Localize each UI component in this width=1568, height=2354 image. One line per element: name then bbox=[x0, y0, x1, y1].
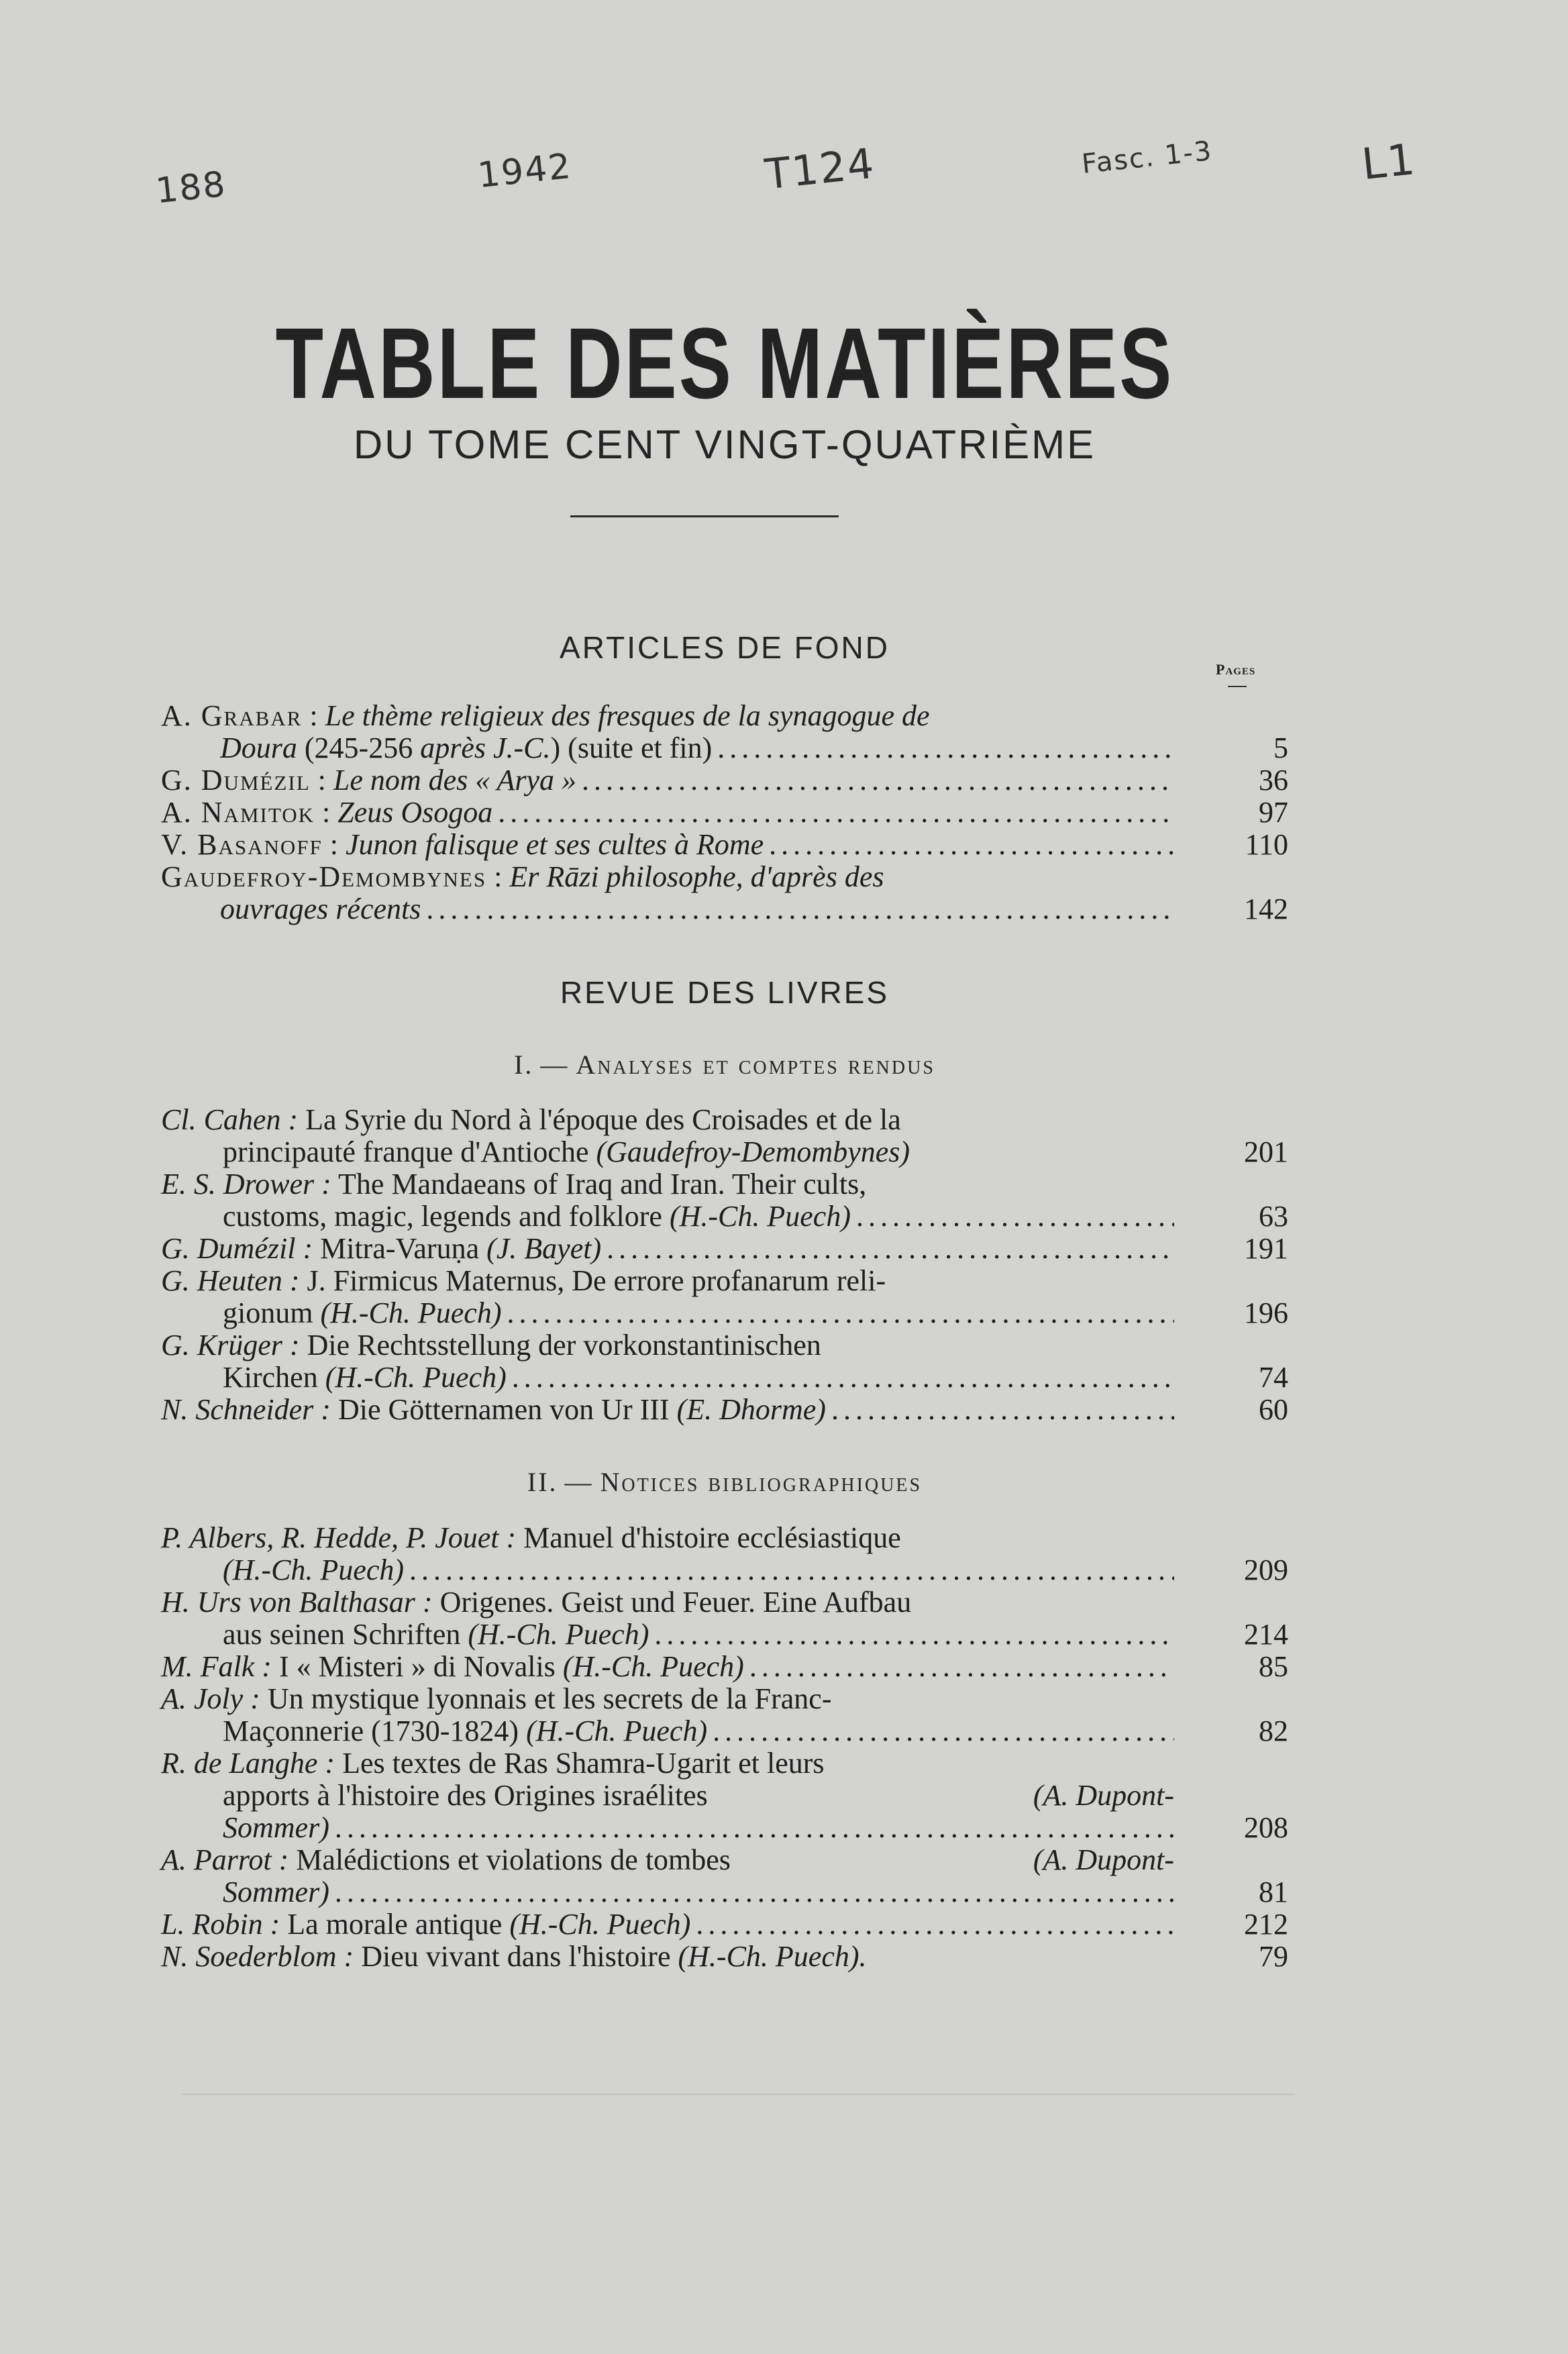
articles-list bbox=[161, 700, 1288, 925]
page-number: 212 bbox=[1244, 1908, 1288, 1941]
review-entry: Cl. Cahen : La Syrie du Nord à l'époque des Croisades et de la principauté franque d'Antioche (Gaudefroy-Demombynes) 201 bbox=[161, 1103, 1288, 1168]
article-entry: Gaudefroy-Demombynes : Er Rāzi philosophe, d'après des ouvrages récents . . . 142 bbox=[161, 861, 1288, 925]
page-number: 63 bbox=[1259, 1200, 1288, 1233]
page-number: 74 bbox=[1259, 1361, 1288, 1394]
analyses-list bbox=[161, 1104, 1288, 1426]
notice-entry: P. Albers, R. Hedde, P. Jouet : Manuel d'histoire ecclésiastique (H.-Ch. Puech) . . . 209 bbox=[161, 1522, 1288, 1586]
pages-column-label: Pages bbox=[1216, 661, 1256, 678]
page-number: 208 bbox=[1244, 1811, 1288, 1844]
notice-entry: M. Falk : I « Misteri » di Novalis (H.-Ch. Puech) . . . 85 bbox=[161, 1651, 1288, 1683]
page-number: 191 bbox=[1244, 1232, 1288, 1265]
handwritten-note-2: 1942 bbox=[476, 146, 574, 197]
review-entry: E. S. Drower : The Mandaeans of Iraq and Iran. Their cults, customs, magic, legends and folklore (H.-Ch. Puech) . . . 63 bbox=[161, 1168, 1288, 1233]
page-subtitle: DU TOME CENT VINGT-QUATRIÈME bbox=[353, 422, 1096, 467]
notices-list bbox=[161, 1522, 1288, 1973]
review-entry: N. Schneider : Die Götternamen von Ur III (E. Dhorme) . . . 60 bbox=[161, 1394, 1288, 1426]
page-number: 201 bbox=[1244, 1135, 1288, 1168]
bottom-bleed-rule bbox=[181, 2094, 1295, 2095]
notice-entry: N. Soederblom : Dieu vivant dans l'histoire (H.-Ch. Puech). 79 bbox=[161, 1940, 1288, 1973]
revue-heading: REVUE DES LIVRES bbox=[560, 975, 890, 1010]
handwritten-note-1: 188 bbox=[154, 164, 229, 212]
handwritten-note-3: T124 bbox=[762, 138, 878, 199]
page-number: 79 bbox=[1259, 1940, 1288, 1973]
page-number: 81 bbox=[1259, 1876, 1288, 1908]
title-rule bbox=[570, 515, 839, 517]
review-entry: G. Krüger : Die Rechtsstellung der vorkonstantinischen Kirchen (H.-Ch. Puech) . . . 74 bbox=[161, 1329, 1288, 1394]
notice-entry: L. Robin : La morale antique (H.-Ch. Puech) . . . 212 bbox=[161, 1908, 1288, 1941]
page-number: 36 bbox=[1259, 764, 1288, 797]
handwritten-note-4: Fasc. 1-3 bbox=[1080, 135, 1214, 181]
notice-entry: A. Joly : Un mystique lyonnais et les secrets de la Franc- Maçonnerie (1730-1824) (H.-Ch. Puech) . . . 82 bbox=[161, 1683, 1288, 1747]
page-number: 209 bbox=[1244, 1553, 1288, 1586]
notice-entry: A. Parrot : Malédictions et violations de tombes (A. Dupont- Sommer) . . . 81 bbox=[161, 1844, 1288, 1908]
page-number: 142 bbox=[1244, 892, 1288, 925]
article-entry: A. Namitok : Zeus Osogoa . . . 97 bbox=[161, 797, 1288, 829]
page-number: 60 bbox=[1259, 1393, 1288, 1426]
review-entry: G. Heuten : J. Firmicus Maternus, De errore profanarum reli- gionum (H.-Ch. Puech) . . . 196 bbox=[161, 1265, 1288, 1329]
articles-heading: ARTICLES DE FOND bbox=[560, 630, 890, 665]
page-number: 110 bbox=[1245, 828, 1288, 861]
page-number: 214 bbox=[1244, 1618, 1288, 1651]
handwritten-note-5: L1 bbox=[1359, 135, 1419, 190]
page-title: TABLE DES MATIÈRES bbox=[275, 307, 1174, 419]
pages-column-dash bbox=[1228, 686, 1247, 687]
page-number: 5 bbox=[1273, 731, 1288, 764]
page-number: 82 bbox=[1259, 1715, 1288, 1747]
page-number: 85 bbox=[1259, 1650, 1288, 1683]
review-entry: G. Dumézil : Mitra-Varuṇa (J. Bayet) . . . 191 bbox=[161, 1233, 1288, 1265]
notice-entry: R. de Langhe : Les textes de Ras Shamra-Ugarit et leurs apports à l'histoire des Origines israélites (A. Dupont- Sommer) . . . 208 bbox=[161, 1747, 1288, 1844]
article-entry: V. Basanoff : Junon falisque et ses cultes à Rome . . . 110 bbox=[161, 829, 1288, 861]
notice-entry: H. Urs von Balthasar : Origenes. Geist und Feuer. Eine Aufbau aus seinen Schriften (H.-Ch. Puech) . . . 214 bbox=[161, 1586, 1288, 1651]
article-entry: G. Dumézil : Le nom des « Arya » . . . 36 bbox=[161, 764, 1288, 797]
section-2-heading: II. — Notices bibliographiques bbox=[527, 1467, 923, 1497]
page-number: 196 bbox=[1244, 1296, 1288, 1329]
page-number: 97 bbox=[1259, 796, 1288, 829]
article-entry: A. Grabar : Le thème religieux des fresques de la synagogue de Doura (245-256 après J.-C. ) (suite et fin) . . . 5 bbox=[161, 700, 1288, 764]
section-1-heading: I. — Analyses et comptes rendus bbox=[514, 1050, 935, 1080]
